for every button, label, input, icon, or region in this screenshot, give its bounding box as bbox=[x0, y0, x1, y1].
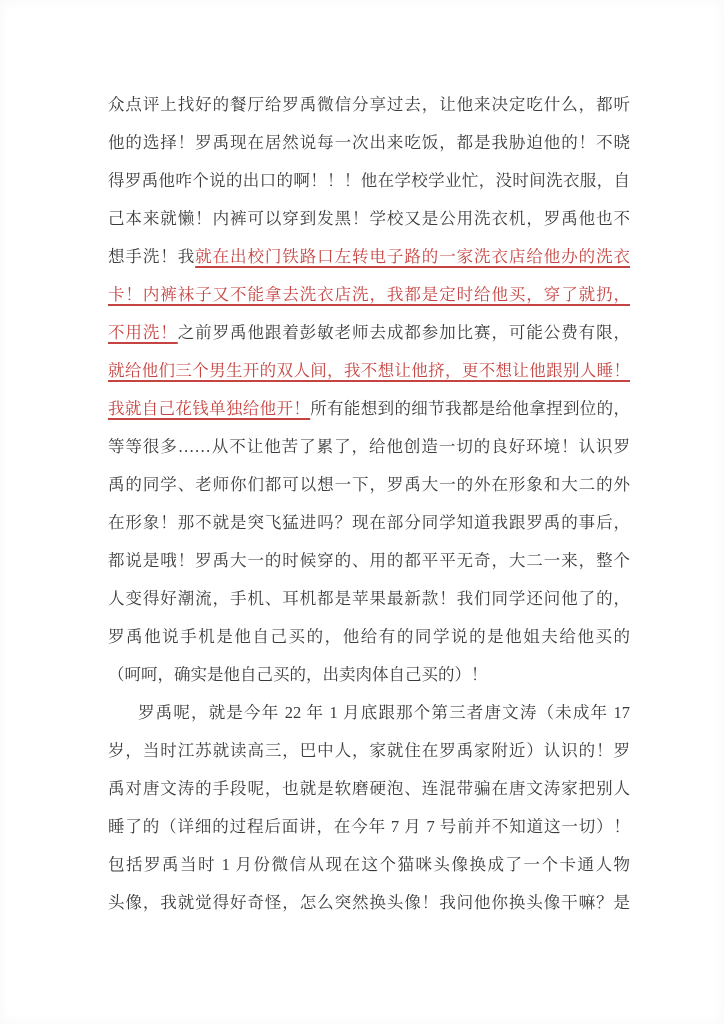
document-line bbox=[108, 238, 630, 276]
document-line bbox=[108, 808, 630, 846]
text-segment: 他的选择！罗禹现在居然说每一次出来吃饭，都是我胁迫他的！不晓 bbox=[108, 133, 630, 152]
document-line bbox=[108, 580, 630, 618]
text-segment: 睡了的（详细的过程后面讲，在今年 7 月 7 号前并不知道这一切）！ bbox=[108, 817, 630, 836]
document-line bbox=[108, 428, 630, 466]
text-segment: 都说是哦！罗禹大一的时候穿的、用的都平平无奇，大二一来，整个 bbox=[108, 551, 630, 570]
text-segment: 之前罗禹他跟着彭敏老师去成都参加比赛，可能公费有限， bbox=[177, 323, 631, 342]
document-line bbox=[108, 162, 630, 200]
document-line bbox=[108, 314, 630, 352]
red-underline-segment: 不用洗！ bbox=[108, 323, 178, 342]
document-line bbox=[108, 124, 630, 162]
document-line bbox=[108, 884, 630, 922]
text-segment: 己本来就懒！内裤可以穿到发黑！学校又是公用洗衣机，罗禹他也不 bbox=[108, 209, 630, 228]
document-line bbox=[108, 694, 630, 732]
document-line bbox=[108, 846, 630, 884]
document-line bbox=[108, 390, 630, 428]
text-segment: 头像，我就觉得好奇怪，怎么突然换头像！我问他你换头像干嘛？是 bbox=[108, 893, 630, 912]
text-segment: 禹的同学、老师你们都可以想一下，罗禹大一的外在形象和大二的外 bbox=[108, 475, 630, 494]
document-line bbox=[108, 770, 630, 808]
text-segment: 罗禹他说手机是他自己买的，他给有的同学说的是他姐夫给他买的 bbox=[108, 627, 630, 646]
document-line bbox=[108, 732, 630, 770]
document-line bbox=[108, 504, 630, 542]
red-underline-segment: 卡！内裤袜子又不能拿去洗衣店洗，我都是定时给他买，穿了就扔， bbox=[108, 285, 630, 304]
red-underline-segment: 就给他们三个男生开的双人间，我不想让他挤，更不想让他跟别人睡！ bbox=[108, 361, 630, 380]
document-line bbox=[108, 86, 630, 124]
document-line bbox=[108, 352, 630, 390]
text-segment: 岁，当时江苏就读高三，巴中人，家就住在罗禹家附近）认识的！罗 bbox=[108, 741, 630, 760]
red-underline-segment: 就在出校门铁路口左转电子路的一家洗衣店给他办的洗衣 bbox=[195, 247, 631, 266]
document-line bbox=[108, 656, 630, 694]
text-segment: 得罗禹他咋个说的出口的啊！！！他在学校学业忙，没时间洗衣服，自 bbox=[108, 171, 630, 190]
text-segment: 想手洗！我 bbox=[108, 247, 196, 266]
document-line bbox=[108, 466, 630, 504]
text-segment: （呵呵，确实是他自己买的，出卖肉体自己买的）！ bbox=[108, 665, 488, 684]
text-segment: 所有能想到的细节我都是给他拿捏到位的， bbox=[310, 399, 631, 418]
text-segment: 罗禹呢，就是今年 22 年 1 月底跟那个第三者唐文涛（未成年 17 bbox=[138, 703, 630, 722]
red-underline-segment: 我就自己花钱单独给他开！ bbox=[108, 399, 311, 418]
text-segment: 等等很多……从不让他苦了累了，给他创造一切的良好环境！认识罗 bbox=[108, 437, 630, 456]
text-segment: 众点评上找好的餐厅给罗禹微信分享过去，让他来决定吃什么，都听 bbox=[108, 95, 630, 114]
text-segment: 人变得好潮流，手机、耳机都是苹果最新款！我们同学还问他了的， bbox=[108, 589, 630, 608]
document-line bbox=[108, 618, 630, 656]
document-text-block bbox=[108, 86, 630, 922]
document-line bbox=[108, 542, 630, 580]
document-line bbox=[108, 200, 630, 238]
text-segment: 包括罗禹当时 1 月份微信从现在这个猫咪头像换成了一个卡通人物 bbox=[108, 855, 630, 874]
text-segment: 在形象！那不就是突飞猛进吗？现在部分同学知道我跟罗禹的事后， bbox=[108, 513, 630, 532]
text-segment: 禹对唐文涛的手段呢，也就是软磨硬泡、连混带骗在唐文涛家把别人 bbox=[108, 779, 630, 798]
document-line bbox=[108, 276, 630, 314]
